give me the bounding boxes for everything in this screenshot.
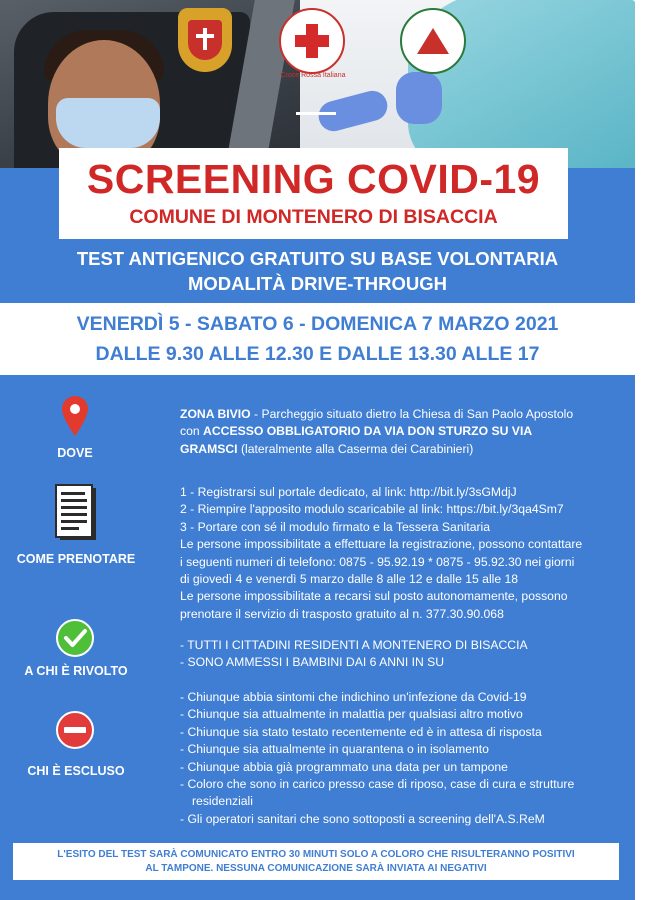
list-item: - Chiunque abbia sintomi che indichino un'infezione da Covid-19 bbox=[180, 690, 527, 704]
footer-line-2: AL TAMPONE. NESSUNA COMUNICAZIONE SARÀ INVIATA AI NEGATIVI bbox=[145, 863, 487, 874]
list-item: - TUTTI I CITTADINI RESIDENTI A MONTENERO DI BISACCIA bbox=[180, 638, 528, 652]
test-info-line-1: TEST ANTIGENICO GRATUITO SU BASE VOLONTARIA bbox=[76, 248, 559, 269]
check-circle-icon bbox=[55, 618, 95, 658]
escluso-text bbox=[180, 689, 620, 828]
red-cross-logo bbox=[279, 8, 345, 74]
location-pin-icon bbox=[62, 396, 88, 436]
section-label-dove: DOVE bbox=[57, 446, 93, 460]
page-subtitle: COMUNE DI MONTENERO DI BISACCIA bbox=[129, 206, 498, 228]
list-item: 3 - Portare con sé il modulo firmato e la Tessera Sanitaria bbox=[180, 519, 491, 534]
page-margin bbox=[635, 0, 649, 900]
civil-protection-logo bbox=[400, 8, 466, 74]
no-entry-icon bbox=[55, 710, 95, 750]
swab bbox=[296, 112, 336, 115]
section-label-prenotare: COME PRENOTARE bbox=[16, 552, 136, 566]
prenotare-text bbox=[180, 484, 620, 623]
title-box bbox=[59, 148, 568, 239]
section-label-escluso: CHI È ESCLUSO bbox=[27, 764, 125, 778]
list-item: prenotare il servizio di trasposto gratuito al n. 377.30.90.068 bbox=[180, 606, 504, 621]
list-item: i seguenti numeri di telefono: 0875 - 95.92.19 * 0875 - 95.92.30 nei giorni bbox=[180, 554, 575, 569]
section-label-rivolto: A CHI È RIVOLTO bbox=[24, 664, 128, 678]
list-item: - Coloro che sono in carico presso case di riposo, case di cura e strutture bbox=[180, 777, 575, 792]
dates-line-2: DALLE 9.30 ALLE 12.30 E DALLE 13.30 ALLE 17 bbox=[95, 343, 540, 365]
list-item: - SONO AMMESSI I BAMBINI DAI 6 ANNI IN SU bbox=[180, 655, 445, 670]
rivolto-text bbox=[180, 637, 620, 672]
list-item: Le persone impossibilitate a effettuare la registrazione, possono contattare bbox=[180, 537, 583, 552]
red-cross-caption: Croce Rossa Italiana bbox=[280, 72, 346, 79]
list-item: - Gli operatori sanitari che sono sottoposti a screening dell'A.S.ReM bbox=[180, 811, 545, 826]
date-band bbox=[0, 303, 635, 375]
driver-face-mask bbox=[56, 98, 160, 148]
test-info-line-2: MODALITÀ DRIVE-THROUGH bbox=[188, 273, 447, 294]
list-item: residenziali bbox=[192, 794, 253, 809]
footer-notice bbox=[13, 843, 619, 880]
glove bbox=[396, 72, 442, 124]
header-photo bbox=[0, 0, 635, 168]
municipality-coat-of-arms-logo bbox=[178, 8, 232, 72]
list-item: - Chiunque abbia già programmato una data per un tampone bbox=[180, 759, 508, 774]
list-item: 1 - Registrarsi sul portale dedicato, al link: http://bit.ly/3sGMdjJ bbox=[180, 485, 517, 499]
list-item: - Chiunque sia attualmente in malattia per qualsiasi altro motivo bbox=[180, 707, 523, 722]
footer-line-1: L'ESITO DEL TEST SARÀ COMUNICATO ENTRO 30 MINUTI SOLO A COLORO CHE RISULTERANNO POSITIVI bbox=[57, 849, 575, 860]
list-item: - Chiunque sia stato testato recentemente ed è in attesa di risposta bbox=[180, 724, 542, 739]
dove-text: ZONA BIVIO - Parcheggio situato dietro la Chiesa di San Paolo Apostolo con ACCESSO OBBLIGATORIO DA VIA DON STURZO SU VIA GRAMSCI (lateralmente alla Caserma dei Carabinieri) bbox=[180, 407, 574, 456]
list-item: di giovedì 4 e venerdì 5 marzo dalle 8 alle 12 e dalle 15 alle 18 bbox=[180, 572, 519, 587]
list-item: 2 - Riempire l'apposito modulo scaricabile al link: https://bit.ly/3qa4Sm7 bbox=[180, 502, 564, 517]
coat-of-arms-shield-icon bbox=[188, 20, 222, 60]
list-item: Le persone impossibilitate a recarsi sul posto autonomamente, possono bbox=[180, 589, 568, 604]
dates-line-1: VENERDÌ 5 - SABATO 6 - DOMENICA 7 MARZO 2021 bbox=[76, 313, 559, 335]
page-title: SCREENING COVID-19 bbox=[86, 156, 541, 202]
document-icon bbox=[54, 484, 98, 542]
access-instructions: ACCESSO OBBLIGATORIO DA VIA DON STURZO SU VIA bbox=[203, 424, 533, 439]
zone-name: ZONA BIVIO bbox=[180, 407, 251, 421]
civil-protection-triangle-icon bbox=[417, 28, 449, 54]
list-item: - Chiunque sia attualmente in quarantena o in isolamento bbox=[180, 742, 489, 757]
